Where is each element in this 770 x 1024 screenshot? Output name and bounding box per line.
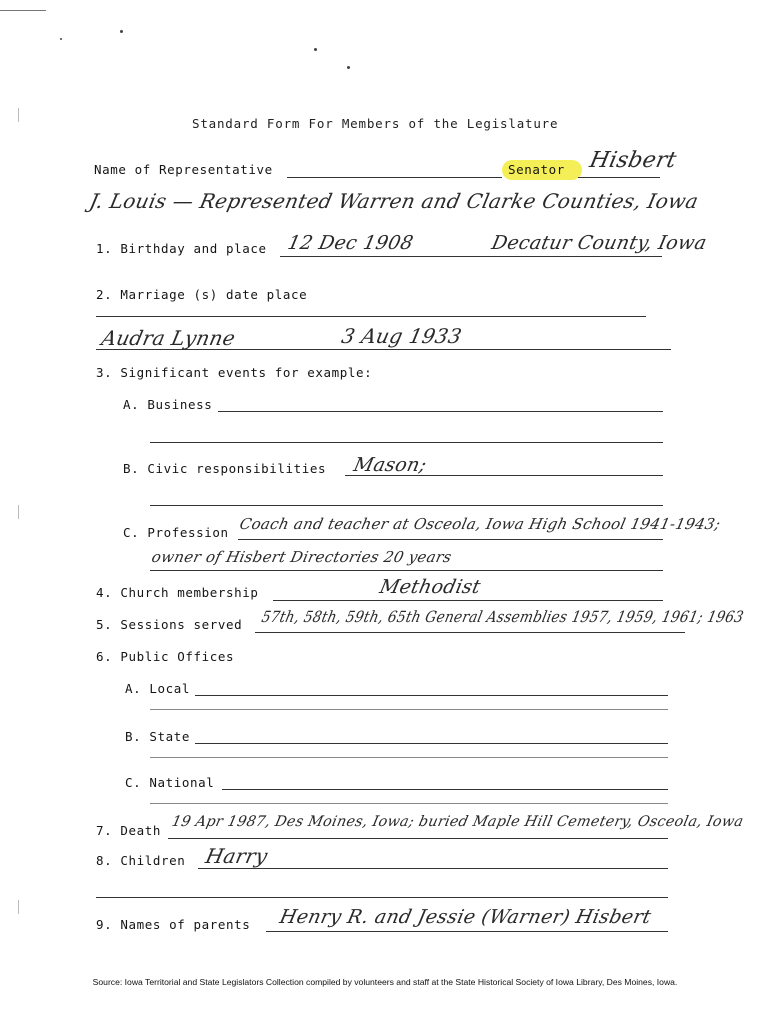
senator-label: Senator: [508, 162, 565, 177]
handwritten-marriage-date: 3 Aug 1933: [339, 324, 465, 348]
handwritten-surname: Hisbert: [587, 148, 679, 173]
civic-label: B. Civic responsibilities: [123, 461, 327, 476]
children-underline-1: [198, 868, 668, 869]
scan-edge-mark: [18, 900, 19, 914]
scan-mark: [0, 10, 46, 11]
scan-edge-mark: [18, 505, 19, 519]
parents-label: 9. Names of parents: [96, 917, 251, 932]
sessions-label: 5. Sessions served: [96, 617, 243, 632]
profession-underline-1: [238, 539, 663, 540]
business-underline-1: [218, 411, 663, 412]
scan-speck: [347, 66, 350, 69]
handwritten-parents: Henry R. and Jessie (Warner) Hisbert: [277, 906, 654, 928]
civic-underline-2: [150, 505, 663, 506]
scan-speck: [314, 48, 317, 51]
business-underline-2: [150, 442, 663, 443]
name-underline: [287, 177, 502, 178]
church-label: 4. Church membership: [96, 585, 259, 600]
handwritten-birthday: 12 Dec 1908: [285, 232, 416, 254]
handwritten-spouse: Audra Lynne: [99, 326, 238, 350]
birthday-underline: [280, 256, 662, 257]
national-underline-2: [150, 803, 668, 804]
handwritten-children: Harry: [203, 844, 270, 868]
form-title: Standard Form For Members of the Legislature: [192, 116, 559, 131]
profession-underline-2: [150, 570, 663, 571]
local-office-label: A. Local: [125, 681, 191, 696]
children-label: 8. Children: [96, 853, 186, 868]
national-underline-1: [222, 789, 668, 790]
scan-edge-mark: [18, 108, 19, 122]
church-underline: [273, 600, 663, 601]
death-label: 7. Death: [96, 823, 162, 838]
parents-underline: [266, 931, 668, 932]
handwritten-profession-2: owner of Hisbert Directories 20 years: [150, 548, 454, 566]
scan-speck: [60, 38, 62, 40]
local-underline-2: [150, 709, 668, 710]
state-underline-1: [195, 743, 668, 744]
marriage-underline-1: [96, 316, 646, 317]
source-note: Source: Iowa Territorial and State Legislators Collection compiled by volunteers and staff at the State Historical Society of Iowa Library, Des Moines, Iowa.: [92, 977, 678, 987]
public-offices-label: 6. Public Offices: [96, 649, 235, 664]
state-underline-2: [150, 757, 668, 758]
profession-label: C. Profession: [123, 525, 229, 540]
events-label: 3. Significant events for example:: [96, 365, 373, 380]
handwritten-profession-1: Coach and teacher at Osceola, Iowa High School 1941-1943;: [238, 515, 723, 533]
children-underline-2: [96, 897, 668, 898]
death-underline: [168, 838, 668, 839]
handwritten-death: 19 Apr 1987, Des Moines, Iowa; buried Maple Hill Cemetery, Osceola, Iowa: [170, 814, 745, 830]
handwritten-name-line: J. Louis — Represented Warren and Clarke Counties, Iowa: [87, 189, 701, 213]
name-label: Name of Representative: [94, 162, 273, 177]
handwritten-birthplace: Decatur County, Iowa: [489, 232, 709, 254]
handwritten-church: Methodist: [377, 576, 483, 598]
scan-speck: [120, 30, 123, 33]
national-office-label: C. National: [125, 775, 215, 790]
handwritten-civic: Mason;: [351, 454, 429, 476]
local-underline-1: [195, 695, 668, 696]
business-label: A. Business: [123, 397, 213, 412]
marriage-label: 2. Marriage (s) date place: [96, 287, 308, 302]
senator-underline: [578, 177, 660, 178]
sessions-underline: [255, 632, 685, 633]
state-office-label: B. State: [125, 729, 191, 744]
birthday-label: 1. Birthday and place: [96, 241, 267, 256]
handwritten-sessions: 57th, 58th, 59th, 65th General Assemblies 1957, 1959, 1961; 1963: [260, 608, 746, 626]
